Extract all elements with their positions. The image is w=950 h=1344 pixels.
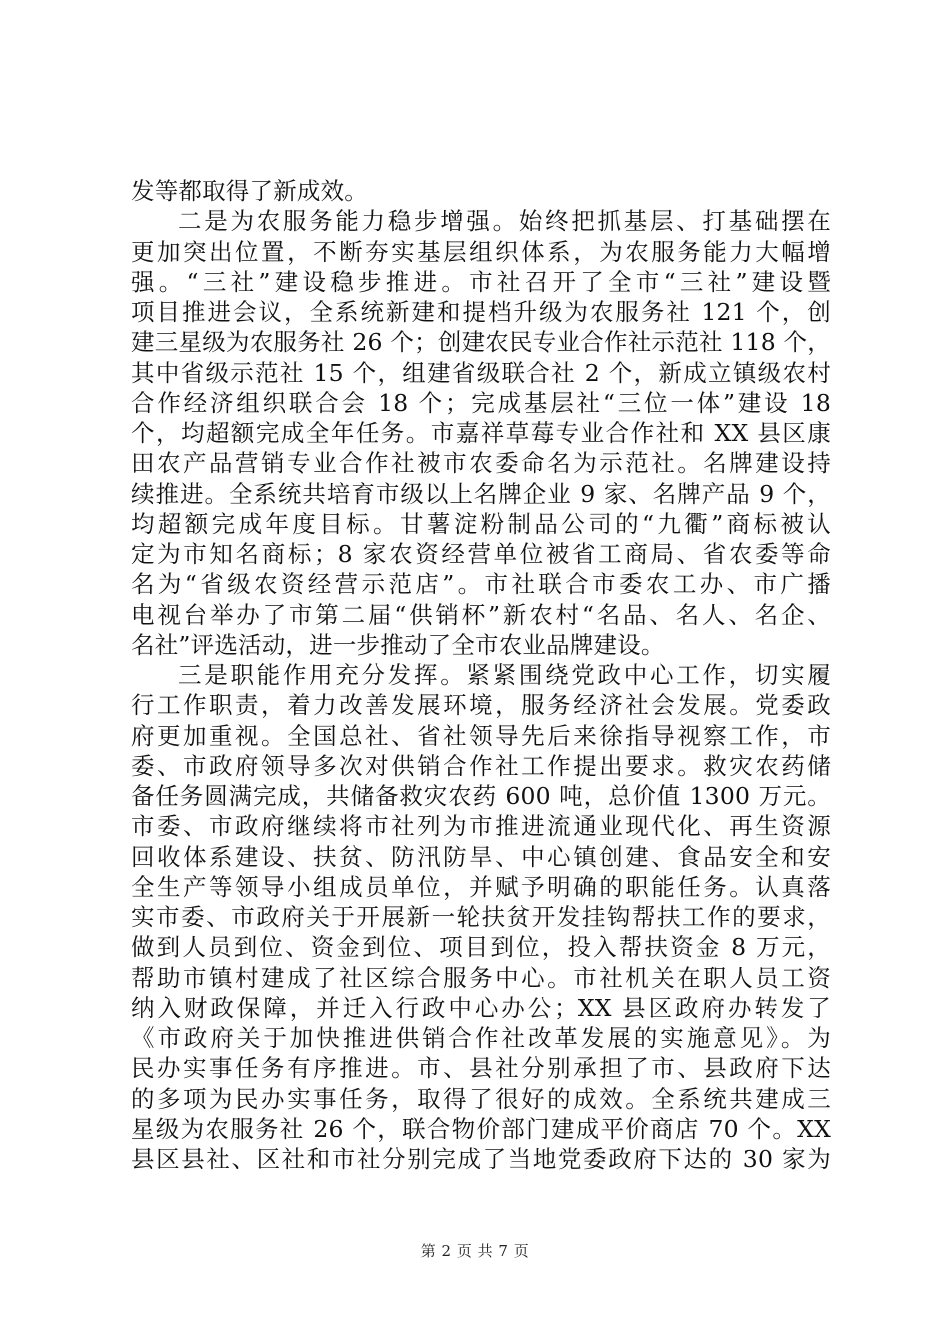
text-line: 备任务圆满完成，共储备救灾农药 600 吨，总价值 1300 万元。 — [131, 782, 831, 810]
text-line: 合作经济组织联合会 18 个；完成基层社“三位一体”建设 18 — [131, 388, 831, 417]
text-line: 纳入财政保障，并迁入行政中心办公；XX 县区政府办转发了 — [131, 993, 831, 1022]
text-line: 均超额完成年度目标。甘薯淀粉制品公司的“九衢”商标被认 — [131, 509, 831, 538]
text-line: 电视台举办了市第二届“供销杯”新农村“名品、名人、名企、 — [131, 600, 831, 629]
page-footer: 第 2 页 共 7 页 — [420, 1242, 530, 1260]
text-line: 三是职能作用充分发挥。紧紧围绕党政中心工作，切实履 — [178, 661, 831, 689]
text-line: 民办实事任务有序推进。市、县社分别承担了市、县政府下达 — [131, 1054, 831, 1083]
text-line: 《市政府关于加快推进供销合作社改革发展的实施意见》。为 — [131, 1024, 831, 1052]
text-line: 个，均超额完成全年任务。市嘉祥草莓专业合作社和 XX 县区康 — [131, 419, 831, 447]
text-line: 行工作职责，着力改善发展环境，服务经济社会发展。党委政 — [131, 691, 831, 720]
text-line: 强。“三社”建设稳步推进。市社召开了全市“三社”建设暨 — [131, 267, 831, 296]
text-line: 做到人员到位、资金到位、项目到位，投入帮扶资金 8 万元， — [131, 933, 831, 962]
text-line: 名为“省级农资经营示范店”。市社联合市委农工办、市广播 — [131, 570, 831, 599]
text-line: 项目推进会议，全系统新建和提档升级为农服务社 121 个，创 — [131, 298, 831, 326]
text-line: 帮助市镇村建成了社区综合服务中心。市社机关在职人员工资 — [131, 963, 831, 992]
text-line: 建三星级为农服务社 26 个；创建农民专业合作社示范社 118 个， — [131, 328, 831, 357]
text-line: 发等都取得了新成效。 — [131, 177, 368, 205]
text-line: 府更加重视。全国总社、省社领导先后来徐指导视察工作，市 — [131, 721, 831, 750]
text-line: 定为市知名商标；8 家农资经营单位被省工商局、省农委等命 — [131, 540, 831, 568]
text-line: 二是为农服务能力稳步增强。始终把抓基层、打基础摆在 — [178, 207, 831, 236]
text-line: 田农产品营销专业合作社被市农委命名为示范社。名牌建设持 — [131, 449, 831, 478]
text-line: 名社”评选活动，进一步推动了全市农业品牌建设。 — [131, 630, 665, 659]
text-line: 更加突出位置，不断夯实基层组织体系，为农服务能力大幅增 — [131, 237, 831, 266]
text-line: 的多项为民办实事任务，取得了很好的成效。全系统共建成三 — [131, 1084, 831, 1113]
text-line: 回收体系建设、扶贫、防汛防旱、中心镇创建、食品安全和安 — [131, 842, 831, 871]
text-line: 县区县社、区社和市社分别完成了当地党委政府下达的 30 家为 — [131, 1145, 831, 1173]
document-body — [131, 176, 831, 1174]
text-line: 实市委、市政府关于开展新一轮扶贫开发挂钩帮扶工作的要求， — [131, 903, 831, 931]
text-line: 续推进。全系统共培育市级以上名牌企业 9 家、名牌产品 9 个， — [131, 479, 831, 508]
text-line: 其中省级示范社 15 个，组建省级联合社 2 个，新成立镇级农村 — [131, 358, 831, 387]
text-line: 市委、市政府继续将市社列为市推进流通业现代化、再生资源 — [131, 812, 831, 841]
text-line: 全生产等领导小组成员单位，并赋予明确的职能任务。认真落 — [131, 872, 831, 901]
text-line: 星级为农服务社 26 个，联合物价部门建成平价商店 70 个。XX — [131, 1114, 831, 1143]
text-line: 委、市政府领导多次对供销合作社工作提出要求。救灾农药储 — [131, 751, 831, 780]
